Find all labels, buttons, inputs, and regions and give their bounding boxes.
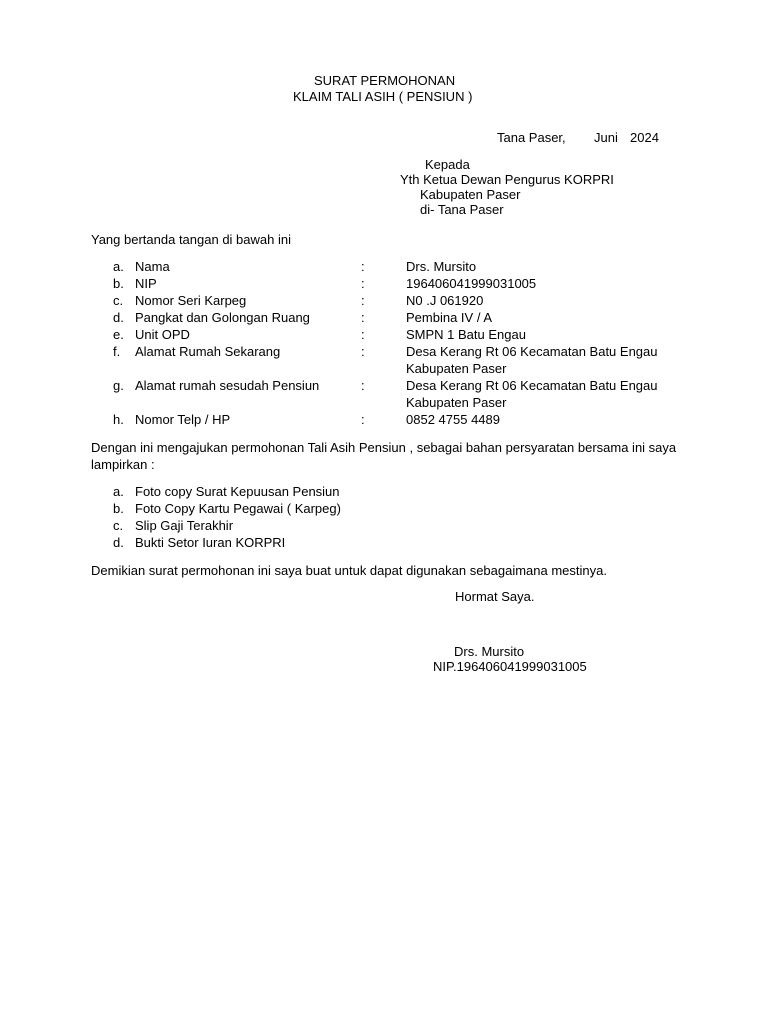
request-paragraph: Dengan ini mengajukan permohonan Tali Asih Pensiun , sebagai bahan persyaratan bersama ini saya lampirkan :: [91, 440, 677, 472]
letter-subtitle: KLAIM TALI ASIH ( PENSIUN ): [293, 89, 473, 104]
list-item: [0, 483, 768, 500]
addressee-line-2: Yth Ketua Dewan Pengurus KORPRI: [400, 172, 614, 187]
field-marker: h.: [113, 412, 124, 427]
field-label: Unit OPD: [135, 327, 190, 342]
intro-text: Yang bertanda tangan di bawah ini: [91, 232, 291, 247]
field-row-retirement-address: [0, 377, 768, 411]
list-marker: a.: [113, 484, 124, 499]
field-value-line-2: Kabupaten Paser: [406, 361, 507, 376]
field-marker: e.: [113, 327, 124, 342]
list-item: [0, 534, 768, 551]
list-marker: d.: [113, 535, 124, 550]
field-value: 196406041999031005: [406, 276, 537, 291]
addressee-line-4: di- Tana Paser: [420, 202, 504, 217]
field-colon: :: [361, 344, 365, 359]
list-text: Foto Copy Kartu Pegawai ( Karpeg): [135, 501, 341, 516]
field-colon: :: [361, 327, 365, 342]
field-marker: b.: [113, 276, 124, 291]
field-label: Nomor Seri Karpeg: [135, 293, 247, 308]
list-marker: b.: [113, 501, 124, 516]
field-label: Alamat rumah sesudah Pensiun: [135, 378, 320, 393]
list-marker: c.: [113, 518, 124, 533]
field-row-rank: [0, 309, 768, 326]
field-value: N0 .J 061920: [406, 293, 484, 308]
list-text: Foto copy Surat Kepuusan Pensiun: [135, 484, 340, 499]
letter-title: SURAT PERMOHONAN: [314, 73, 456, 88]
field-marker: d.: [113, 310, 124, 325]
field-marker: f.: [113, 344, 121, 359]
field-row-phone: [0, 411, 768, 428]
signature-regards: Hormat Saya.: [455, 589, 535, 604]
field-marker: g.: [113, 378, 124, 393]
field-value: 0852 4755 4489: [406, 412, 500, 427]
field-row-unit: [0, 326, 768, 343]
field-colon: :: [361, 293, 365, 308]
field-row-current-address: [0, 343, 768, 377]
list-text: Bukti Setor Iuran KORPRI: [135, 535, 286, 550]
field-marker: a.: [113, 259, 124, 274]
field-value-line-2: Kabupaten Paser: [406, 395, 507, 410]
list-item: [0, 500, 768, 517]
field-colon: :: [361, 378, 365, 393]
field-row-name: [0, 258, 768, 275]
field-label: NIP: [135, 276, 157, 291]
field-colon: :: [361, 310, 365, 325]
date-month: Juni: [594, 130, 618, 145]
field-marker: c.: [113, 293, 124, 308]
list-text: Slip Gaji Terakhir: [135, 518, 234, 533]
closing-text: Demikian surat permohonan ini saya buat untuk dapat digunakan sebagaimana mestinya.: [91, 563, 607, 578]
field-label: Pangkat dan Golongan Ruang: [135, 310, 310, 325]
list-item: [0, 517, 768, 534]
signature-nip: NIP.196406041999031005: [433, 659, 587, 674]
field-value: SMPN 1 Batu Engau: [406, 327, 526, 342]
signature-name: Drs. Mursito: [454, 644, 525, 659]
attachment-list: [0, 483, 768, 551]
date-place: Tana Paser,: [497, 130, 566, 145]
field-value: Desa Kerang Rt 06 Kecamatan Batu Engau: [406, 378, 658, 393]
date-year: 2024: [630, 130, 659, 145]
addressee-line-3: Kabupaten Paser: [420, 187, 521, 202]
field-colon: :: [361, 412, 365, 427]
field-label: Alamat Rumah Sekarang: [135, 344, 281, 359]
letter-date: [497, 129, 659, 146]
field-value: Drs. Mursito: [406, 259, 477, 274]
field-value: Desa Kerang Rt 06 Kecamatan Batu Engau: [406, 344, 658, 359]
field-label: Nomor Telp / HP: [135, 412, 231, 427]
field-row-nip: [0, 275, 768, 292]
addressee-line-1: Kepada: [425, 157, 470, 172]
field-row-karpeg: [0, 292, 768, 309]
field-label: Nama: [135, 259, 170, 274]
field-colon: :: [361, 276, 365, 291]
field-colon: :: [361, 259, 365, 274]
field-value: Pembina IV / A: [406, 310, 492, 325]
identity-fields: [0, 258, 768, 428]
